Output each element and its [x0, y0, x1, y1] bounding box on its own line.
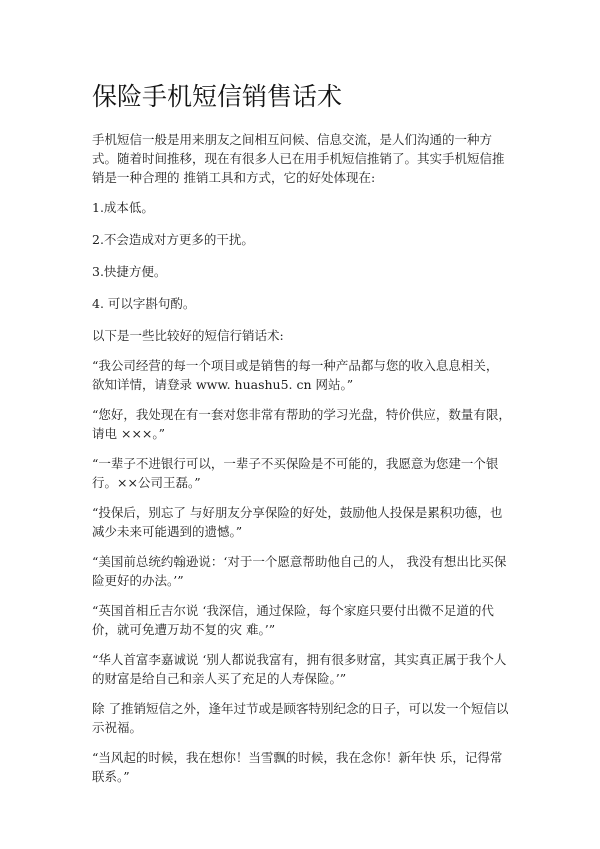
benefit-item: 4. 可以字斟句酌。 — [92, 296, 196, 311]
holiday-example: “当风起的时候，我在想你！当雪飘的时候，我在念你！新年快 乐，记得常联系。” — [92, 750, 503, 784]
sms-script: “您好，我处现在有一套对您非常有帮助的学习光盘，特价供应，数量有限，请电 ×××。” — [92, 407, 511, 441]
holiday-note: 除 了推销短信之外，逢年过节或是顾客特别纪念的日子，可以发一个短信以示祝福。 — [92, 701, 509, 735]
scripts-intro: 以下是一些比较好的短信行销话术: — [92, 328, 284, 343]
sms-script: “一辈子不进银行可以，一辈子不买保险是不可能的，我愿意为您建一个银行。××公司王磊。” — [92, 456, 499, 490]
sms-script: “我公司经营的每一个项目或是销售的每一种产品都与您的收入息息相关， 欲知详情，请登录 www. huashu5. cn 网站。” — [92, 358, 503, 392]
sms-script: “投保后，别忘了 与好朋友分享保险的好处，鼓励他人投保是累积功德，也减少未来可能遇到的遗憾。” — [92, 505, 503, 539]
intro-paragraph: 手机短信一般是用来朋友之间相互问候、信息交流，是人们沟通的一种方式。随着时间推移，现在有很多人已在用手机短信推销了。其实手机短信推销是一种合理的 推销工具和方式，它的好处体现在: — [92, 132, 505, 185]
sms-script: “美国前总统约翰逊说：‘对于一个愿意帮助他自己的人， 我没有想出比买保险更好的办法。’” — [92, 554, 507, 588]
document-title: 保险手机短信销售话术 — [92, 82, 343, 111]
sms-script: “英国首相丘吉尔说 ‘我深信，通过保险，每个家庭只要付出微不足道的代价，就可免遭万劫不复的灾 难。’” — [92, 603, 494, 637]
document-body — [92, 130, 512, 797]
benefit-item: 1.成本低。 — [92, 200, 154, 215]
sms-script: “华人首富李嘉诚说 ‘别人都说我富有，拥有很多财富，其实真正属于我个人的财富是给自己和亲人买了充足的人寿保险。’” — [92, 652, 507, 686]
benefit-item: 3.快捷方便。 — [92, 264, 167, 279]
benefit-item: 2.不会造成对方更多的干扰。 — [92, 232, 254, 247]
